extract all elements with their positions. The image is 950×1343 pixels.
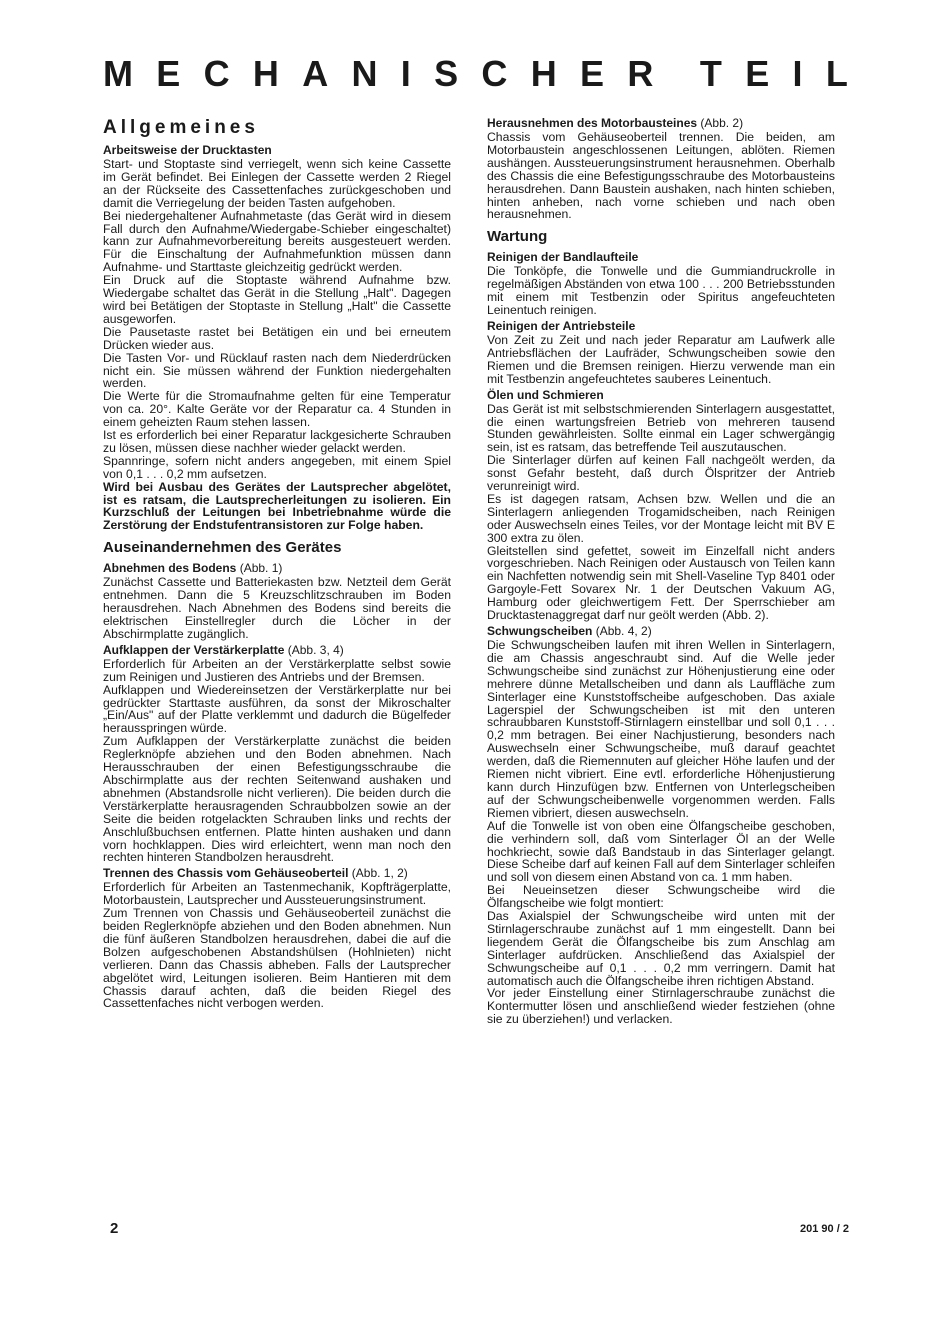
title-letter: E <box>745 53 770 94</box>
paragraph: Die Schwungscheiben laufen mit ihren Wellen in Sinterlagern, die am Chassis angeschraubt sind. Auf die Welle jeder Schwungscheibe sind zunächst zur Höhenjustierung eine oder mehrere dünne Metallscheiben und dann als Lauffläche zum Sinterlager eine Kunststoffscheibe aufgeschoben. Das axiale Lagerspiel der Schwungscheiben ist mit den unteren schraubbaren Kunststoff-Stirnlagern einstellbar und soll 0,1 . . . 0,2 mm betragen. Bei einer Nachjustierung, besonders nach Auswechseln einer Schwungscheibe, muß darauf geachtet werden, daß die Riemennuten auf gleicher Höhe laufen und der Riemen nicht vibriert. Eine evtl. erforderliche Höhenjustierung kann durch Hinzufügen bzw. Entfernen von Unterlegscheiben auf der Schwungscheibenwelle vorgenommen werden. Falls Riemen vibriert, diesen auswechseln. <box>487 638 835 820</box>
subheading-text: Abnehmen des Bodens <box>103 561 237 576</box>
figure-ref: (Abb. 2) <box>700 116 744 130</box>
title-letter: L <box>825 53 848 94</box>
paragraph: Es ist dagegen ratsam, Achsen bzw. Wellen und die an Sinterlagern anliegenden Trogamidscheiben, nach Reinigen oder Auswechseln eines Teiles, vor der Montage leicht mit BV E 300 extra zu ölen. <box>487 491 835 545</box>
title-letter: H <box>252 53 279 94</box>
paragraph: Die Pausetaste rastet bei Betätigen ein und bei erneutem Drücken wieder aus. <box>103 324 451 352</box>
page-title <box>103 52 848 96</box>
title-letter: E <box>580 53 605 94</box>
subheading-boden <box>103 561 451 576</box>
paragraph: Von Zeit zu Zeit und nach jeder Reparatur am Laufwerk alle Antriebsflächen der Laufräder, Schwungscheiben sowie den Riemen und die Bremsen reinigen. Hierzu verwende man ein mit Testbenzin angefeuchtetes sauberes Leinentuch. <box>487 332 835 386</box>
paragraph: Die Werte für die Stromaufnahme gelten für eine Temperatur von ca. 20°. Kalte Geräte vor der Reparatur ca. 4 Stunden in einem geheizten Raum stehen lassen. <box>103 389 451 430</box>
right-column <box>487 116 835 1026</box>
title-letter: A <box>302 53 329 94</box>
left-column <box>103 116 451 1010</box>
subheading-oelen: Ölen und Schmieren <box>487 387 604 402</box>
title-letter: M <box>103 53 133 94</box>
paragraph: Das Gerät ist mit selbstschmierenden Sinterlagern ausgestattet, die einen wartungsfreien Betrieb von mehreren tausend Stunden gewährleisten. Sollte einmal ein Lager schwergängig sein, ist es ratsam, das betreffende Teil auszutauschen. <box>487 401 835 455</box>
section-heading-auseinander: Auseinandernehmen des Gerätes <box>103 539 342 557</box>
title-letter: R <box>627 53 654 94</box>
section-heading-allgemeines: Allgemeines <box>103 117 259 138</box>
subheading-text: Aufklappen der Verstärkerplatte <box>103 642 285 657</box>
paragraph: Vor jeder Einstellung einer Stirnlagerschraube zunächst die Kontermutter lösen und anschließend wieder festziehen (ohne sie zu überziehen!) und verlacken. <box>487 986 835 1027</box>
subheading-drucktasten: Arbeitsweise der Drucktasten <box>103 143 272 157</box>
figure-ref: (Abb. 1) <box>239 561 283 576</box>
paragraph: Bei niedergehaltener Aufnahmetaste (das Gerät wird in diesem Fall durch den Aufnahme/Wiedergabe-Schieber eingeschaltet) kann zur Aufnahmevorbereitung bereits ausgesteuert werden. Für die Einschaltung der Aufnahmefunktion müssen dann Aufnahme- und Starttaste gleichzeitig gedrückt werden. <box>103 208 451 275</box>
subheading-text: Trennen des Chassis vom Gehäuseoberteil <box>103 866 349 881</box>
subheading-motor <box>487 116 835 131</box>
paragraph: Das Axialspiel der Schwungscheibe wird unten mit der Stirnlagerschraube zunächst auf 1 mm eingestellt. Dann bei liegendem Gerät die Ölfangscheibe bis zum Anschlag am Sinterlager aufdrücken. Anschließend das Axialspiel der Schwungscheibe auf 0,1 . . . 0,2 mm verringern. Damit hat automatisch auch die Ölfangscheibe ihren richtigen Abstand. <box>487 909 835 988</box>
paragraph: Zum Trennen von Chassis und Gehäuseoberteil zunächst die beiden Reglerknöpfe abziehen und den Boden abnehmen. Nun die fünf äußeren Standbolzen herausdrehen, dabei die auf die Bolzen aufgeschobenen Abstandshülsen (Hohlnieten) nicht verlieren. Dann das Chassis abheben. Falls der Lautsprecher abgelötet wird, Leitungen isolieren. Beim Hantieren mit dem Chassis darauf achten, daß die beiden Riegel des Cassettenfaches nicht verbogen werden. <box>103 906 451 1011</box>
figure-ref: (Abb. 1, 2) <box>351 866 408 881</box>
subheading-trennen <box>103 866 451 881</box>
title-letter: S <box>434 53 459 94</box>
title-letter: C <box>481 53 508 94</box>
subheading-text: Herausnehmen des Motorbausteines <box>487 116 698 130</box>
subheading-aufklappen <box>103 643 451 658</box>
paragraph: Die Tasten Vor- und Rücklauf rasten nach dem Niederdrücken nicht ein. Sie müssen während der Funktion niedergehalten werden. <box>103 350 451 391</box>
title-letter: I <box>792 53 803 94</box>
paragraph: Zum Aufklappen der Verstärkerplatte zunächst die beiden Reglerknöpfe abziehen und den Boden abnehmen. Nach Herausschrauben der einen Befestigungsschraube die Abschirmplatte aus der rechten Seitenwand aushaken und abnehmen (Abstandsrolle nicht verlieren). Die beiden durch die Verstärkerplatte herausragenden Schraubbolzen sowie an der Seite die beiden rotgelackten Schrauben links und rechts der Anschlußbuchsen entfernen. Platte hinten aushaken und dann vorn hochklappen. Dies wird erleichtert, wenn man noch den rechten hinteren Standbolzen herausdreht. <box>103 734 451 865</box>
paragraph: Erforderlich für Arbeiten an der Verstärkerplatte selbst sowie zum Reinigen und Justieren des Antriebs und der Bremsen. <box>103 656 451 684</box>
figure-ref: (Abb. 3, 4) <box>287 642 344 657</box>
paragraph: Zunächst Cassette und Batteriekasten bzw. Netzteil dem Gerät entnehmen. Dann die 5 Kreuzschlitzschrauben im Boden herausdrehen. Nach Abnehmen des Bodens sind bereits die elektrischen Einstellregler durch die Löcher in der Abschirmplatte zugänglich. <box>103 575 451 641</box>
paragraph: Die Sinterlager dürfen auf keinen Fall nachgeölt werden, da sonst Gefahr besteht, daß durch Ölspritzer der Antrieb verunreinigt wird. <box>487 453 835 494</box>
figure-ref: (Abb. 4, 2) <box>595 624 652 638</box>
title-letter: E <box>156 53 181 94</box>
section-heading-wartung: Wartung <box>487 228 548 246</box>
title-letter: C <box>203 53 230 94</box>
title-letter: H <box>530 53 557 94</box>
title-letter: I <box>400 53 411 94</box>
paragraph: Ein Druck auf die Stoptaste während Aufnahme bzw. Wiedergabe schaltet das Gerät in die Stellung „Halt". Dagegen wird bei Betätigen der Stoptaste in Stellung „Halt" die Cassette ausgeworfen. <box>103 273 451 326</box>
paragraph: Ist es erforderlich bei einer Reparatur lackgesicherte Schrauben zu lösen, müssen diese nachher wieder gelackt werden. <box>103 428 451 455</box>
subheading-schwungscheiben <box>487 624 835 639</box>
paragraph: Auf die Tonwelle ist von oben eine Ölfangscheibe geschoben, die verhindern soll, daß vom Sinterlager Öl an der Welle hochkriecht, sowie daß Bandstaub in das Sinterlager gelangt. Diese Scheibe darf auf keinen Fall auf dem Sinterlager schleifen und soll von diesem einen Abstand von ca. 1 mm haben. <box>487 818 835 885</box>
title-letter: N <box>351 53 378 94</box>
paragraph: Die Tonköpfe, die Tonwelle und die Gummiandruckrolle in regelmäßigen Abständen von etwa 100 . . . 200 Betriebsstunden mit einem mit Testbenzin oder Spiritus angefeuchteten Leinentuch reinigen. <box>487 264 835 318</box>
page-number: 2 <box>110 1220 119 1237</box>
paragraph: Start- und Stoptaste sind verriegelt, wenn sich keine Cassette im Gerät befindet. Bei Einlegen der Cassette werden 2 Riegel an der Rückseite des Cassettenfaches zurückgeschoben und damit die Verriegelung der beiden Tasten aufgehoben. <box>103 157 451 210</box>
document-code: 201 90 / 2 <box>800 1223 849 1235</box>
subheading-text: Schwungscheiben <box>487 624 593 638</box>
subheading-bandlaufteile: Reinigen der Bandlaufteile <box>487 250 639 265</box>
paragraph: Spannringe, sofern nicht anders angegeben, mit einem Spiel von 0,1 . . . 0,2 mm aufsetzen. <box>103 453 451 481</box>
title-letter: T <box>699 53 722 94</box>
paragraph: Bei Neueinsetzen dieser Schwungscheibe wird die Ölfangscheibe wie folgt montiert: <box>487 883 835 911</box>
paragraph: Aufklappen und Wiedereinsetzen der Verstärkerplatte nur bei gedrückter Starttaste ausführen, da sonst der Mikroschalter „Ein/Aus" auf der Platte verklemmt und dadurch die Bügelfeder herausspringen würde. <box>103 682 451 736</box>
paragraph: Erforderlich für Arbeiten an Tastenmechanik, Kopfträgerplatte, Motorbaustein, Lautsprecher und Aussteuerungsinstrument. <box>103 880 451 908</box>
paragraph: Gleitstellen sind gefettet, soweit im Einzelfall nicht anders vorgeschrieben. Nach Reinigen oder Austausch von Teilen kann ein Nachfetten notwendig sein mit Shell-Vaseline Typ 8401 oder Gargoyle-Fett Sovarex Nr. 1 der Deutschen Vakuum AG, Hamburg oder gleichwertigem Fett. Der Sperrschieber am Drucktastenaggregat darf nur geölt werden (Abb. 2). <box>487 543 835 623</box>
subheading-antriebsteile: Reinigen der Antriebsteile <box>487 318 636 333</box>
paragraph: Chassis vom Gehäuseoberteil trennen. Die beiden, am Motorbaustein angeschlossenen Leitungen, ablöten. Riemen aushängen. Aussteuerungsinstrument herausnehmen. Oberhalb des Chassis die eine Befestigungsschraube des Motorbausteins herausdrehen. Dann Baustein aushaken, nach hinten schieben, hinten anheben, nach vorne schieben und nach oben herausnehmen. <box>487 130 835 222</box>
warning-paragraph: Wird bei Ausbau des Gerätes der Lautsprecher abgelötet, ist es ratsam, die Lautsprecherleitungen zu isolieren. Ein Kurzschluß der Leitungen bei Inbetriebnahme würde die Zerstörung der Endstufentransistoren zur Folge haben. <box>103 479 451 533</box>
